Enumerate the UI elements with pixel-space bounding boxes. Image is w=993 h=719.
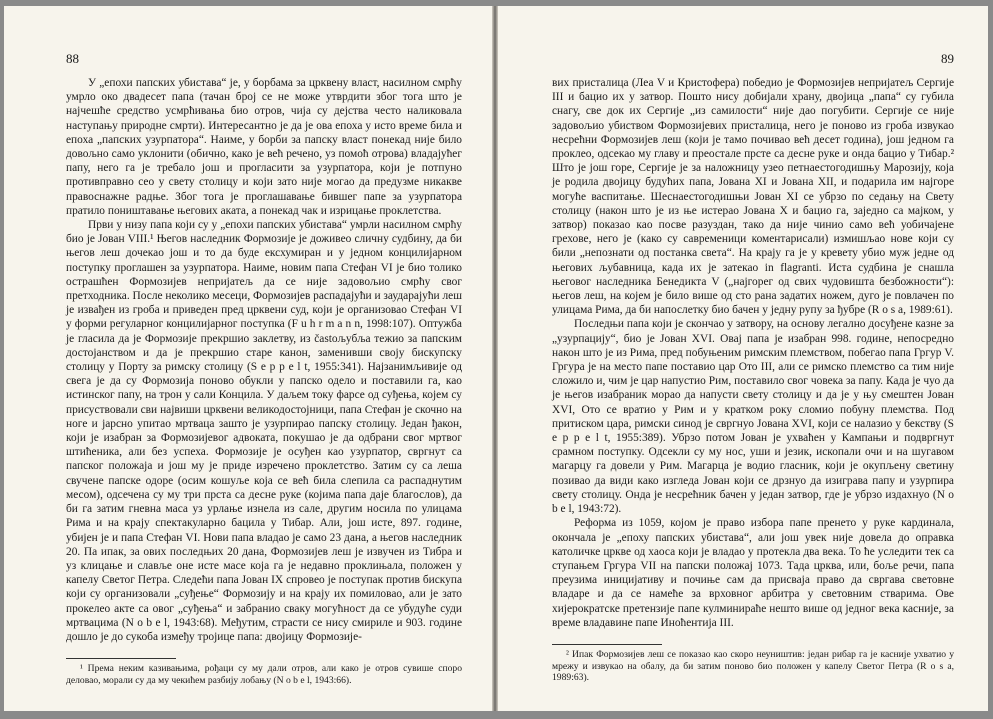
page-number-right: 89 [941,51,954,66]
paragraph: вих присталица (Леа V и Кристофера) победио је Формозијев непријатељ Сергије III и бацио их у затвор. Пошто нису добијали храну, двојица „папа“ су губила снагу, све док их Сергије „из самилости“ није дао погубити. Сергије се није задовољио убиством Формозијевих присталица, него је поново из гроба извукао несрећни Формозијев леш (који је тамо почивао већ десет година), још једном га проклео, одсекао му главу и преостале прсте са десне руке и онда бацио у Тибар.² Што је још горе, Сергије је за наложницу узео петнаестогодишњу Марозију, која је родила двојицу будућих папа, Јована XI и Јована XII, и подарила им најгоре могуће васпитање. Шеснаестогодишњи Јован XI се убрзо по седању на Свету столицу (након што је из ње истерао Јована X и бацио га, заједно са мајком, у затвор) показао као посве разуздан, тако да није чинио само већ уобичајене грехове, него је (како су савременици коментарисали) измишљао нове који су били „непознати од постанка света“. На крају га је у кревету убио муж једне од његових љубавница, када их је затекао in flagranti. Иста судбина је снашла његовог наследника Бенедикта V („најгорег од свих чудовишта безбожности“): његов леш, на којем је било више од сто рана задатих ножем, дуго је повлачен по улицама Рима, да би напослетку био бачен у једну рупу за ђубре (R o s a, 1989:61). [552,77,954,317]
left-page [4,6,492,711]
footnote-divider [552,644,662,645]
footnote-divider [66,658,176,659]
left-page-body [66,76,462,644]
right-page-body [552,76,954,630]
footnote-1: ¹ Према неким казивањима, рођаци су му дали отров, али како је отров сувише споро деловао, морали су да му чекићем разбију лобању (N o b e l, 1943:66). [66,663,462,686]
paragraph: Реформа из 1059, којом је право избора папе пренето у руке кардинала, окончала је „епоху папских убистава“, али још увек није довела до оправка католичке цркве од хаоса који је владао у протекла два века. То ће уследити тек са ступањем Гргура VII на папски положај 1073. Тада црква, или, боље речи, папа преузима иницијативу и почиње сам да присваја право да свргава световне владаре и да се намеће за врховног арбитра у световним стварима. Ове хијерократске претензије папе кулминираће нешто више од једног века касније, за време владавине папе Иноћентија III. [552,517,954,629]
paragraph: Последњи папа који је скончао у затвору, на основу легално досуђене казне за „узурпацију“, био је Јован XVI. Овај папа је изабран 998. године, непосредно након што је из Рима, пред побуњеним римским племством, побегао папа Гргур V. Гргура је на место папе поставио цар Ото III, али се римско племство са тим није сложило и, чим је цар напустио Рим, поставило свог човека за папу. Када је чуо да је његов изабраник морао да напусти свету столицу и да је у њу смештен Јован XVI, Ото се вратио у Рим и у кратком року сломио побуну племства. Под притиском цара, римски синод је свргнуо Јована XVI, који се налазио у бекству (S e p p e l t, 1955:389). Убрзо потом Јован је ухваћен у Кампањи и подвргнут срамном поступку. Одсекли су му нос, уши и језик, ископали очи и на шугавом магарцу га довели у Рим. Магарца је водио гласник, који је окупљену светину позивао да види како изгледа Јован који се дрзнуо да изиграва папу и узурпира свету столицу. Онда је несрећник бачен у један затвор, где је убрзо издахнуо (N o b e l, 1943:72). [552,318,954,516]
right-page [498,6,988,711]
footnote-2: ² Ипак Формозијев леш се показао као скоро неуништив: један рибар га је касније ухватио у мрежу и извукао на обалу, да би затим поново био положен у капелу Светог Петра (R o s a, 1989:63). [552,648,954,684]
page-number-left: 88 [66,51,79,66]
paragraph: Први у низу папа који су у „епохи папских убистава“ умрли насилном смрћу био је Јован VIII.¹ Његов наследник Формозије је доживео сличну судбину, да би његов леш дочекао још и то да буде ексхумиран и у једном концилијарном поступку проглашен за узурпатора. Наиме, новим папа Стефан VI је био толико острашћен Формозијев непријатељ да се није задовољио смрћу свог претходника. После неколико месеци, Формозијев распадајући и заударајући леш је извађен из гроба и приведен пред црквени суд, који је организовао Стефан VI у форми регуларног концилијарног поступка (F u h r m a n n, 1998:107). Оптужба је гласила да је Формозије прекршио заклетву, из častoљубља тежио за папским достојанством и да је прекршио старе канон, заменивши своју бискупску столицу у Порту за римску столицу (S e p p e l t, 1955:341). Најзанимљивије од свега је да су Формозија поново обукли у папско одело и поставили га, као истинског папу, на трон у сали Концила. У даљем току фарсе од суђења, којем су присуствовали сви највиши црквени великодостојници, папа Стефан је скочно на ноге и јарсно упитао мртваца зашто је узурпирао папску столицу. Један ђакон, који је изабран за Формозијевог адвоката, покушао је да одбрани свог мртвог штићеника, али без успеха. Формозије је осуђен као узурпатор, свргнут са папског положаја и још му је приде изречено проклетство. Затим су са леша свучене папске одоре (осим кошуље која се већ била слепила са распаднутим месом), одсечена су му три прста са десне руке (којима папа даје благослов), да би га затим гневна маса уз урлање изнела из сале, другим носила по улицама Рима и на крају спектакуларно бацила у Тибар. Али, још исте, 897. године, убијен је и папа Стефан VI. Нови папа владао је само 23 дана, а његов наследник 20. Па ипак, за ових последњих 20 дана, Формозијев леш је извучен из Тибра и уз клицање и славље оне исте масе која га је недавно проклињала, положен у капелу Светог Петра. Следећи папа Јован IX спровео је поступак против бискупа који су организовали „суђење“ Формозију и на крају их помиловао, али је зато прокелео акте са овог „суђења“ и забранио сваку могућност да се убудуће суди мртвацима (N o b e l, 1943:68). Међутим, страсти се нису смириле и 903. године дошло је до сукоба између тројице папа: двојицу Формозије- [66,219,462,643]
paragraph: У „епохи папских убистава“ је, у борбама за црквену власт, насилном смрћу умрло око двадесет папа (тачан број се не може утврдити због тога што је најчешће средство усмрћивања био отров, чија су дејства често наликовала наступању природне смрти). Интересантно је да је ова епоха у исто време била и епоха „папских узурпатора“. Наиме, у борби за папску власт понекад није било довољно само уклонити (обично, како је већ речено, уз помоћ отрова) владајућег папу, него га је требало још и прогласити за узурпатора, који је потпуно противправно сео у свету столицу и који зато није могао да предузме никакве правоснажне радње. Због тога је проглашавање бившег папе за узурпатора пратило поништавање његових аката, а понекад чак и изрицање проклетства. [66,77,462,217]
